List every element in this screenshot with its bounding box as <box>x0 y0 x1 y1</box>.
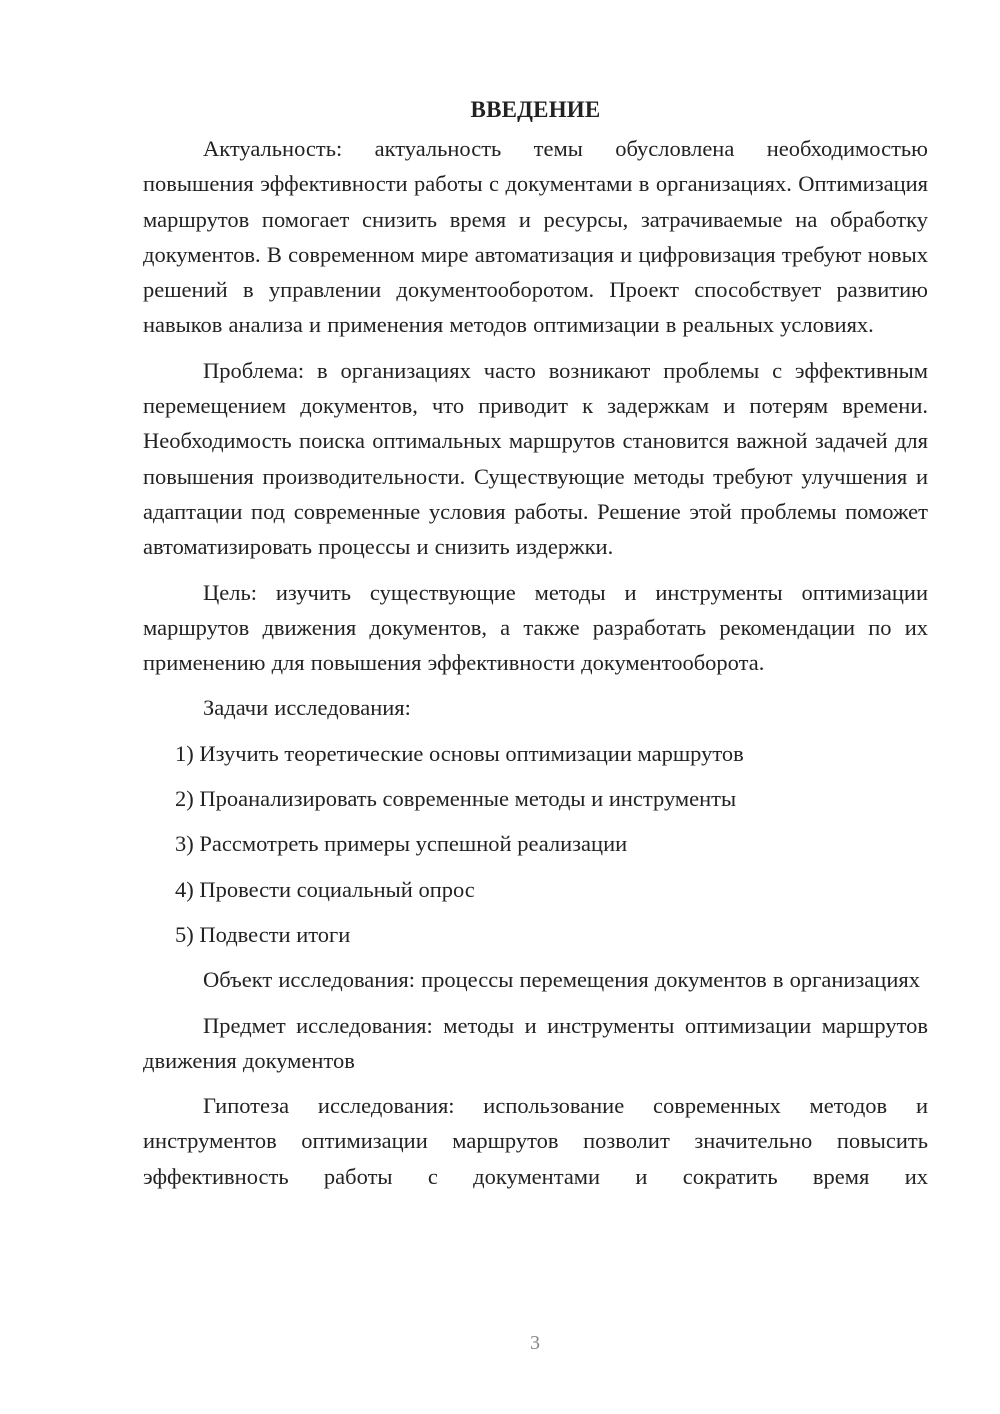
subject-paragraph: Предмет исследования: методы и инструменты оптимизации маршрутов движения документов <box>143 1012 928 1073</box>
goal-paragraph: Цель: изучить существующие методы и инструменты оптимизации маршрутов движения документов, а также разработать рекомендации по их применению для повышения эффективности документооборота. <box>143 579 928 676</box>
tasks-list <box>143 736 928 952</box>
list-item: 5) Подвести итоги <box>175 921 351 947</box>
list-item: 2) Проанализировать современные методы и инструменты <box>175 786 737 812</box>
document-page <box>143 92 928 1194</box>
problem-paragraph: Проблема: в организациях часто возникают проблемы с эффективным перемещением документов, что приводит к задержкам и потерям времени. Необходимость поиска оптимальных маршрутов становится важной задачей для повышения производительности. Существующие методы требуют улучшения и адаптации под современные условия работы. Решение этой проблемы поможет автоматизировать процессы и снизить издержки. <box>143 357 928 560</box>
page-number: 3 <box>530 1332 540 1354</box>
object-paragraph: Объект исследования: процессы перемещения документов в организациях <box>203 967 920 993</box>
page-title: ВВЕДЕНИЕ <box>470 97 601 122</box>
list-item: 1) Изучить теоретические основы оптимизации маршрутов <box>175 740 744 766</box>
relevance-paragraph: Актуальность: актуальность темы обусловлена необходимостью повышения эффективности работы с документами в организациях. Оптимизация маршрутов помогает снизить время и ресурсы, затрачиваемые на обработку документов. В современном мире автоматизация и цифровизация требуют новых решений в управлении документооборотом. Проект способствует развитию навыков анализа и применения методов оптимизации в реальных условиях. <box>143 136 928 338</box>
tasks-heading: Задачи исследования: <box>203 695 411 721</box>
list-item: 3) Рассмотреть примеры успешной реализации <box>175 831 628 857</box>
list-item: 4) Провести социальный опрос <box>175 876 475 902</box>
hypothesis-paragraph: Гипотеза исследования: использование современных методов и инструментов оптимизации маршрутов позволит значительно повысить эффективность работы с документами и сократить время их <box>143 1093 928 1189</box>
